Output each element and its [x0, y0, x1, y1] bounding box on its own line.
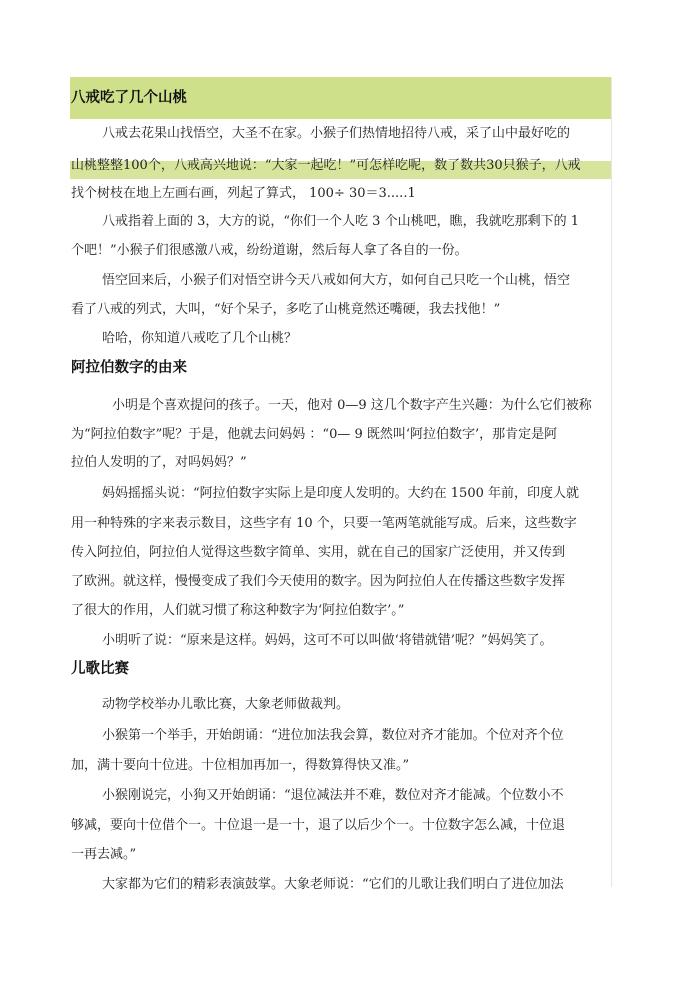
paragraph-line: 个吧！”小猴子们很感激八戒，纷纷道谢，然后每人拿了各自的一份。	[71, 243, 468, 258]
paragraph-line: 够减，要向十位借个一。十位退一是一十，退了以后少个一。十位数字怎么减，十位退	[71, 818, 566, 833]
page-edge-line	[611, 77, 612, 887]
paragraph-line: 小猴第一个举手，开始朗诵：“进位加法我会算，数位对齐才能加。个位对齐个位	[102, 728, 564, 743]
section-title-arabic-numerals: 阿拉伯数字的由来	[71, 359, 187, 376]
paragraph-line: 妈妈摇摇头说：“阿拉伯数字实际上是印度人发明的。大约在 1500 年前，印度人就	[102, 486, 579, 501]
paragraph-line: 小明听了说：“原来是这样。妈妈，这可不可以叫做‘将错就错’呢？”妈妈笑了。	[102, 633, 553, 648]
paragraph-line: 了欧洲。就这样，慢慢变成了我们今天使用的数字。因为阿拉伯人在传播这些数字发挥	[71, 574, 566, 589]
paragraph-line: 找个树枝在地上左画右画，列起了算式， 100÷ 30＝3.....1	[71, 186, 416, 201]
paragraph-line: 为“阿拉伯数字”呢？于是，他就去问妈妈 ：“0— 9 既然叫‘阿拉伯数字’，那肯定是阿	[71, 427, 558, 442]
paragraph-line: 传入阿拉伯，阿拉伯人觉得这些数字简单、实用，就在自己的国家广泛使用，并又传到	[71, 545, 566, 560]
paragraph-line: 用一种特殊的字来表示数目，这些字有 10 个，只要一笔两笔就能写成。后来，这些数字	[71, 516, 577, 531]
paragraph-line: 悟空回来后，小猴子们对悟空讲今天八戒如何大方，如何自己只吃一个山桃，悟空	[102, 273, 571, 288]
paragraph-line: 小明是个喜欢提问的孩子。一天，他对 0—9 这几个数字产生兴趣：为什么它们被称	[112, 398, 592, 413]
paragraph-line: 山桃整整100个，八戒高兴地说：“大家一起吃！”可怎样吃呢，数了数共30只猴子，八戒	[71, 158, 581, 173]
paragraph-line: 看了八戒的列式，大叫，“好个呆子，多吃了山桃竟然还嘴硬，我去找他！”	[71, 302, 501, 317]
paragraph-line: 加，满十要向十位进。十位相加再加一，得数算得快又准。”	[71, 758, 410, 773]
paragraph-line: 小猴刚说完，小狗又开始朗诵：“退位减法并不难，数位对齐才能减。个位数小不	[102, 788, 564, 803]
paragraph-line: 了很大的作用，人们就习惯了称这种数字为‘阿拉伯数字’。”	[71, 603, 405, 618]
paragraph-line: 拉伯人发明的了，对吗妈妈？”	[71, 455, 247, 470]
paragraph-line: 大家都为它们的精彩表演鼓掌。大象老师说：“它们的儿歌让我们明白了进位加法	[102, 877, 564, 892]
section-title-nursery-rhyme-contest: 儿歌比赛	[71, 660, 129, 677]
paragraph-line: 哈哈，你知道八戒吃了几个山桃？	[102, 331, 298, 346]
paragraph-line: 八戒指着上面的 3，大方的说，“你们一个人吃 3 个山桃吧，瞧，我就吃那剩下的 1	[102, 214, 579, 229]
paragraph-line: 一再去减。”	[71, 847, 137, 862]
paragraph-line: 动物学校举办儿歌比赛，大象老师做裁判。	[102, 697, 350, 712]
section-title-bajie: 八戒吃了几个山桃	[71, 89, 187, 106]
paragraph-line: 八戒去花果山找悟空，大圣不在家。小猴子们热情地招待八戒，采了山中最好吃的	[102, 126, 571, 141]
